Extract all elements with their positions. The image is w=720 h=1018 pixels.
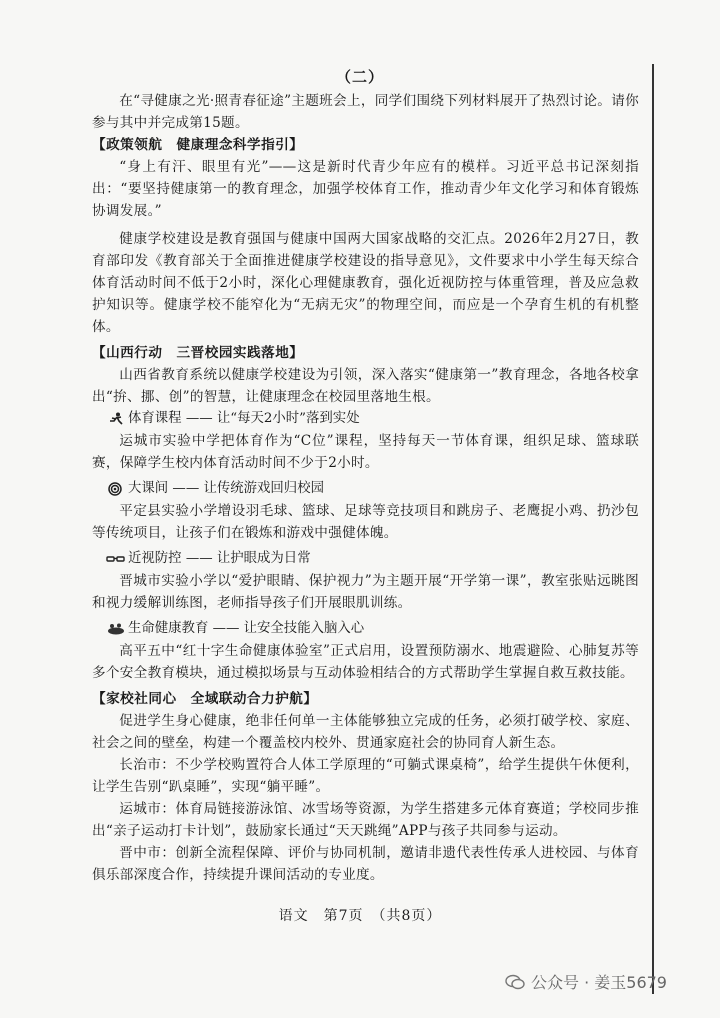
- subheading-myopia: [92, 548, 639, 570]
- policy-paragraph-2: 健康学校建设是教育强国与健康中国两大国家战略的交汇点。2026年2月27日，教育部印发《教育部关于全面推进健康学校建设的指导意见》，文件要求中小学生每天综合体育活动时间不低于2小时，深化心理健康教育，强化近视防控与体重管理，普及应急救护知识等。健康学校不能窄化为“无病无灾”的物理空间，而应是一个孕育生机的有机整体。: [92, 231, 639, 335]
- glasses-icon: [106, 552, 126, 566]
- pe-course-text: 运城市实验中学把体育作为“C位”课程，坚持每天一节体育课，组织足球、篮球联赛，保障学生校内体育活动时间不少于2小时。: [92, 433, 639, 471]
- life-health-text: 高平五中“红十字生命健康体验室”正式启用，设置预防溺水、地震避险、心肺复苏等多个安全教育模块，通过模拟场景与互动体验相结合的方式帮助学生掌握自救互救技能。: [92, 643, 639, 681]
- subheading-label: 体育课程 —— 让“每天2小时”落到实处: [128, 411, 360, 426]
- home-school-paragraph-1: 促进学生身心健康，绝非任何单一主体能够独立完成的任务，必须打破学校、家庭、社会之间的壁垒，构建一个覆盖校内校外、贯通家庭社会的协同育人新生态。: [92, 713, 639, 751]
- myopia-text: 晋城市实验小学以“爱护眼睛、保护视力”为主题开展“开学第一课”，教室张贴远眺图和视力缓解训练图，老师指导孩子们开展眼肌训练。: [92, 573, 639, 611]
- page-footer: 语文 第7页 （共8页）: [278, 908, 442, 924]
- recess-text: 平定县实验小学增设羽毛球、篮球、足球等竞技项目和跳房子、老鹰捉小鸡、扔沙包等传统项目，让孩子们在锻炼和游戏中强健体魄。: [92, 503, 639, 541]
- wechat-icon: [505, 974, 525, 990]
- home-school-paragraph-2: 长治市：不少学校购置符合人体工学原理的“可躺式课桌椅”，给学生提供午休便利，让学生告别“趴桌睡”，实现“躺平睡”。: [92, 757, 639, 795]
- policy-paragraph-1: “身上有汗、眼里有光”——这是新时代青少年应有的模样。习近平总书记深刻指出：“要坚持健康第一的教育理念，加强学校体育工作，推动青少年文化学习和体育锻炼协调发展。”: [92, 159, 639, 219]
- watermark-text: 公众号 · 姜玉5679: [531, 973, 667, 992]
- running-figure-icon: [106, 412, 126, 426]
- subheading-label: 大课间 —— 让传统游戏回归校园: [128, 481, 324, 496]
- home-school-paragraph-3: 运城市：体育局链接游泳馆、冰雪场等资源，为学生搭建多元体育赛道；学校同步推出“亲子运动打卡计划”，鼓励家长通过“天天跳绳”APP与孩子共同参与运动。: [92, 801, 639, 839]
- subheading-label: 生命健康教育 —— 让安全技能入脑入心: [128, 621, 365, 636]
- target-icon: [106, 482, 126, 496]
- margin-rule: [652, 64, 654, 994]
- subheading-label: 近视防控 —— 让护眼成为日常: [128, 551, 311, 566]
- subheading-pe-course: [92, 408, 639, 430]
- content-column: [92, 90, 639, 886]
- subheading-recess: [92, 478, 639, 500]
- section-header-shanxi: 【山西行动 三晋校园实践落地】: [92, 345, 304, 361]
- shanxi-intro: 山西省教育系统以健康学校建设为引领，深入落实“健康第一”教育理念，各地各校拿出“拚、挪、创”的智慧，让健康理念在校园里落地生根。: [92, 367, 639, 405]
- section-header-policy: 【政策领航 健康理念科学指引】: [92, 137, 304, 153]
- intro-paragraph: 在“寻健康之光·照青春征途”主题班会上，同学们围绕下列材料展开了热烈讨论。请你参与其中并完成第15题。: [92, 93, 639, 131]
- subheading-life-health: [92, 618, 639, 640]
- first-aid-icon: [106, 622, 126, 636]
- section-header-home-school: 【家校社同心 全域联动合力护航】: [92, 691, 318, 707]
- section-title: （二）: [335, 68, 384, 86]
- home-school-paragraph-4: 晋中市：创新全流程保障、评价与协同机制，邀请非遗代表性传承人进校园、与体育俱乐部深度合作，持续提升课间活动的专业度。: [92, 845, 639, 883]
- watermark: [505, 970, 667, 993]
